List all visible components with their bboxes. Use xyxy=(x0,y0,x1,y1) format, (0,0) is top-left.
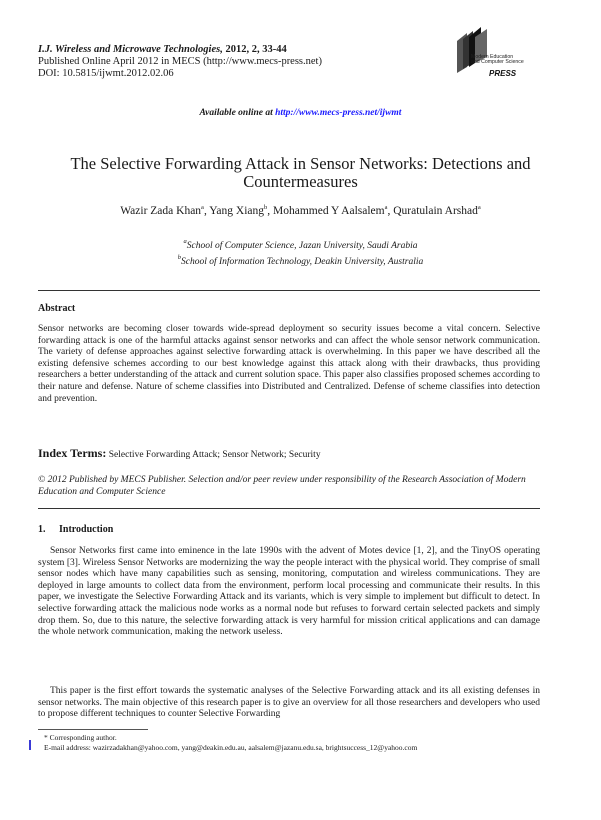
footnote-corresponding: * Corresponding author. xyxy=(44,733,117,742)
divider xyxy=(38,508,540,509)
author: Wazir Zada Khan$^a$, xyxy=(120,204,210,217)
intro-paragraph: Sensor Networks first came into eminence in the late 1990s with the advent of Motes device [1, 2], and the TinyOS operating system [3]. Wireless Sensor Networks are modernizing the way the people interact with the physical world. They comprise of small sensor nodes which have many capabilities such as sensing, monitoring, computation and wireless communications. They are deployed in large amounts to collect data from the environment, perform local processing and communicate their results. In this paper, we investigate the Selective Forwarding Attack and its variants, which is very simple to implement but difficult to detect. In selective forwarding attack the malicious node works as a normal node but refuses to forward certain selected packets and simply drop them. So, due to this nature, the selective forwarding attack is very harmful for mission critical applications and can damage the whole network communication, making the network useless. xyxy=(38,546,540,638)
footnote-rule xyxy=(38,729,148,730)
divider xyxy=(38,290,540,291)
affiliation: $^a$School of Computer Science, Jazan University, Saudi Arabia xyxy=(183,238,418,251)
logo-text: Modern Education and Computer Science xyxy=(471,54,524,66)
author-list xyxy=(0,204,601,217)
paper-title: The Selective Forwarding Attack in Sensor Networks: Detections and Countermeasures xyxy=(70,154,531,191)
published-line: Published Online April 2012 in MECS (http://www.mecs-press.net) xyxy=(38,56,322,67)
author: Quratulain Arshad$^a$ xyxy=(393,204,481,217)
abstract-heading: Abstract xyxy=(38,303,76,314)
index-terms xyxy=(38,446,321,461)
margin-marker xyxy=(29,740,31,750)
intro-paragraph: This paper is the first effort towards the systematic analyses of the Selective Forwarding attack and its all existing defenses in sensor networks. The main objective of this research paper is to give an overview for all those researchers and developers who used to propose different techniques to counter Selective Forwarding xyxy=(38,686,540,720)
affiliation: $^b$School of Information Technology, Deakin University, Australia xyxy=(177,254,424,267)
available-online: Available online at http://www.mecs-press.net/ijwmt xyxy=(199,108,402,118)
journal-header xyxy=(38,44,322,80)
doi: DOI: 10.5815/ijwmt.2012.02.06 xyxy=(38,68,174,79)
footnote-email: E-mail address: wazirzadakhan@yahoo.com, yang@deakin.edu.au, aalsalem@jazanu.edu.sa, brightsuccess_12@yahoo.com xyxy=(44,743,418,752)
copyright-notice: © 2012 Published by MECS Publisher. Selection and/or peer review under responsibility of the Research Association of Modern Education and Computer Science xyxy=(38,475,526,497)
journal-issue: 2012, 2, 33-44 xyxy=(225,44,287,55)
books-icon xyxy=(453,27,493,73)
author: Mohammed Y Aalsalem$^a$, xyxy=(273,204,394,217)
index-terms-label: Index Terms: xyxy=(38,446,107,460)
index-terms-text: Selective Forwarding Attack; Sensor Network; Security xyxy=(108,450,321,460)
author: Yang Xiang$^b$, xyxy=(209,204,274,217)
section-heading-introduction: 1. Introduction xyxy=(38,524,114,535)
journal-url-link[interactable]: http://www.mecs-press.net/ijwmt xyxy=(275,108,402,118)
logo-press: PRESS xyxy=(489,69,517,78)
journal-title: I.J. Wireless and Microwave Technologies, xyxy=(38,44,223,55)
publisher-logo xyxy=(453,27,545,89)
journal-title-line xyxy=(38,44,322,56)
abstract-body: Sensor networks are becoming closer towards wide-spread deployment so security issues become a vital concern. Selective forwarding attack is one of the harmful attacks against sensor networks and can affect the whole sensor network communication. The variety of defense approaches against selective forwarding attack is overwhelming. In this paper we have described all the existing defensive schemes according to our best knowledge against this attack along with their drawbacks, thus providing researchers a better understanding of the attack and current solution space. This paper also classifies proposed schemes according to their nature and defense. Nature of scheme classifies into Distributed and Centralized. Defense of scheme classifies into detection and prevention. xyxy=(38,324,540,404)
